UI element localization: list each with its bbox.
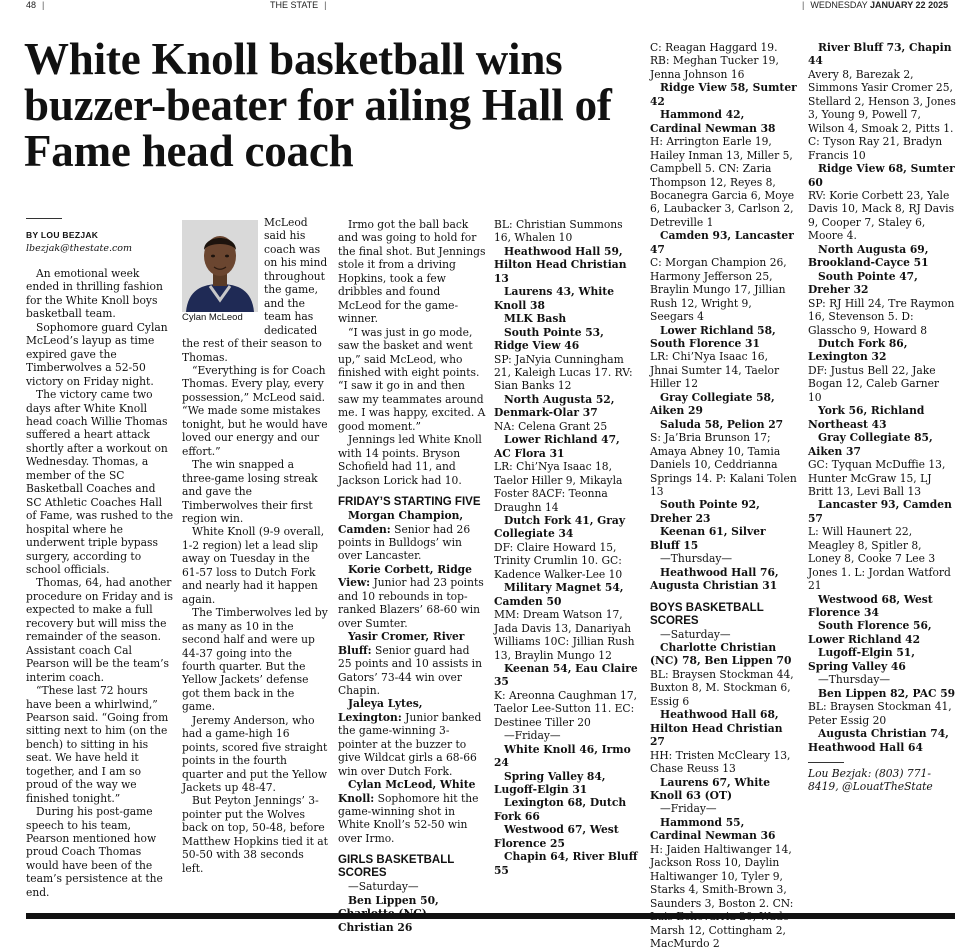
- game-result: Gray Collegiate 85, Aiken 37: [808, 431, 933, 458]
- story-paragraph: “I was just in go mode, saw the basket and went up,” said McLeod, who finished with eight points. “I saw it go in and then saw my teammates around me. I was happy, excited. A good moment.”: [338, 325, 486, 433]
- folio-left: [26, 0, 50, 10]
- scorer-line: BL: Braysen Stockman 41, Peter Essig 20: [808, 700, 952, 727]
- scorer-line: H: Arrington Earle 19, Hailey Inman 13, Miller 5, Campbell 5. CN: Zaria Thompson 12, Reyes 8, Bocanegra Garcia 6, Moye 6, Laubacker 3, Carlson 2, Detreville 1: [650, 135, 795, 229]
- story-paragraph: The victory came two days after White Knoll head coach Willie Thomas suffered a heart attack shortly after a workout on Wednesday. Thomas, a member of the SC Basketball Coaches and SC Athletic Coaches Hall of Fame, was rushed to the hospital where he underwent triple bypass surgery, according to school officials.: [26, 388, 174, 576]
- game-result: Westwood 67, West Florence 25: [494, 823, 619, 850]
- game-result: Dutch Fork 86, Lexington 32: [808, 336, 908, 364]
- scorer-line: K: Areonna Caughman 17, Taelor Lee-Sutton 11. EC: Destinee Tiller 20: [494, 688, 638, 729]
- player-note: Junior had 23 points and 10 rebounds in top-ranked Blazers’ 68-60 win over Sumter.: [338, 576, 484, 630]
- scorer-line: DF: Claire Howard 15, Trinity Crumlin 10. GC: Kadence Walker-Lee 10: [494, 540, 623, 581]
- story-paragraph: McLeod said his coach was on his mind throughout the game, and the team has dedicated the rest of their season to Thomas.: [182, 216, 328, 364]
- scorer-line: RV: Korie Corbett 23, Yale Davis 10, Mack 8, RJ Davis 9, Cooper 7, Staley 6, Moore 4.: [808, 188, 955, 243]
- story-column-3: [338, 218, 486, 934]
- byline: BY LOU BEZJAK: [26, 230, 99, 240]
- starting-five-entry: [338, 697, 486, 778]
- scorer-line: SP: JaNyia Cunningham 21, Kaleigh Lucas 17. RV: Sian Banks 12: [494, 352, 633, 393]
- folio-center: [270, 0, 333, 10]
- game-result: Keenan 54, Eau Claire 35: [494, 661, 638, 689]
- scores-column-5: [650, 41, 798, 950]
- game-result: Heathwood Hall 59, Hilton Head Christian 13: [494, 244, 627, 285]
- story-paragraph: Thomas, 64, had another procedure on Friday and is expected to make a full recovery but will miss the remainder of the season. Assistant coach Cal Pearson will be the team’s interim coach.: [26, 576, 173, 684]
- date-rest: JANUARY 22 2025: [870, 0, 949, 10]
- player-name: Jaleya Lytes, Lexington:: [338, 697, 423, 724]
- tagline-rule: [808, 762, 844, 763]
- story-paragraph: Jeremy Anderson, who had a game-high 16 points, scored five straight points in the fourth quarter and put the Yellow Jackets up 48-47.: [182, 713, 328, 795]
- scorer-line: BL: Christian Summons 16, Whalen 10: [494, 218, 623, 245]
- scorer-line: C: Morgan Champion 26, Harmony Jefferson 25, Braylin Mungo 17, Jillian Rush 12, Wright 9, Seegars 4: [650, 256, 787, 324]
- player-photo: [182, 220, 258, 312]
- game-result: Ben Lippen 50, Christian 26: [338, 893, 439, 934]
- scorer-line: GC: Tyquan McDuffie 13, Hunter McGraw 15, LJ Britt 13, Levi Ball 13: [808, 458, 946, 498]
- boys-scores-heading: BOYS BASKETBALL SCORES: [650, 601, 764, 627]
- day-label: —Saturday—: [348, 880, 419, 894]
- player-name: Yasir Cromer, River Bluff:: [338, 630, 465, 657]
- game-result: Heathwood Hall 76, Augusta Christian 31: [650, 565, 779, 593]
- game-result: Ridge View 68, Sumter 60: [808, 162, 955, 189]
- byline-rule: [26, 218, 62, 219]
- story-paragraph: Sophomore guard Cylan McLeod’s layup as time expired gave the Timberwolves a 52-50 victory on Friday night.: [26, 320, 168, 388]
- player-note: Senior guard had 25 points and 10 assists in Gators’ 73-44 win over Chapin.: [338, 643, 482, 697]
- game-result: South Pointe 47, Dreher 32: [808, 269, 918, 297]
- story-column-1: [26, 267, 174, 899]
- folio-divider: |: [802, 0, 805, 10]
- story-paragraph: “These last 72 hours have been a whirlwind,” Pearson said. “Going from sitting next to him (on the bench) to sitting in his seat. We have held it together, and I am so proud of the way we finished tonight.”: [26, 684, 169, 805]
- story-paragraph: The win snapped a three-game losing streak and gave the Timberwolves their first region win.: [182, 458, 318, 525]
- girls-scores-heading: GIRLS BASKETBALL SCORES: [338, 854, 455, 880]
- scorer-line: LR: Chi’Nya Isaac 16, Jhnai Sumter 14, Taelor Hiller 12: [650, 350, 780, 391]
- game-result: South Florence 56, Lower Richland 42: [808, 619, 932, 646]
- player-headshot-image: [182, 220, 258, 312]
- game-result: Laurens 67, White Knoll 63 (OT): [650, 775, 771, 803]
- scorer-line: MM: Dream Watson 17, Jada Davis 13, Danariyah Williams 10C: Jillian Rush 13, Braylin Mungo 12: [494, 608, 635, 662]
- game-result: York 56, Richland Northeast 43: [808, 404, 925, 431]
- page-number: 48: [26, 0, 37, 10]
- day-label: —Friday—: [504, 729, 561, 743]
- scorer-line: L: Will Haunert 22, Meagley 8, Spitler 8, Loney 8, Cooke 7 Lee 3 Jones 1. L: Jordan Watford 21: [808, 525, 951, 593]
- game-result: Charlotte Christian (NC) 78, Ben Lippen 70: [650, 641, 792, 668]
- game-result: Augusta Christian 74, Heathwood Hall 64: [808, 727, 949, 754]
- player-name: Morgan Champion, Camden:: [338, 509, 464, 536]
- scorer-line: SP: RJ Hill 24, Tre Raymon 16, Stevenson 5. D: Glasscho 9, Howard 8: [808, 296, 955, 337]
- scorer-line: Avery 8, Barezak 2, Simmons Yasir Cromer 25, Stellard 2, Henson 3, Jones 3, Young 9, Powell 7, Wilson 4, Smoak 2, Pitts 1. C: Tyson Ray 21, Bradyn Francis 10: [808, 67, 956, 162]
- scores-column-4: [494, 218, 640, 877]
- game-result: Lancaster 93, Camden 57: [808, 498, 952, 525]
- headline: White Knoll basketball wins buzzer-beater for ailing Hall of Fame head coach: [24, 34, 612, 176]
- boys-scores-part-1: [650, 628, 798, 950]
- game-result: Laurens 43, White Knoll 38: [494, 285, 615, 312]
- scorer-line: S: Ja’Bria Brunson 17; Amaya Abney 10, Tamia Daniels 10, Ceddrianna Springs 14. P: Kalani Tolen 13: [650, 431, 797, 498]
- game-result: North Augusta 52, Denmark-Olar 37: [494, 392, 615, 420]
- scorer-line: C: Reagan Haggard 19. RB: Meghan Tucker 19, Jenna Johnson 16: [650, 41, 779, 81]
- player-name: Cylan McLeod, White Knoll:: [338, 778, 476, 805]
- boys-scores-part-2: [808, 41, 956, 754]
- date-weekday: WEDNESDAY: [810, 0, 868, 10]
- game-result: Westwood 68, West Florence 34: [808, 592, 933, 620]
- game-result: North Augusta 69, Brookland-Cayce 51: [808, 242, 929, 270]
- scorer-line: LR: Chi’Nya Isaac 18, Taelor Hiller 9, Mikayla Foster 8ACF: Teonna Draughn 14: [494, 460, 623, 514]
- story-paragraph: Jennings led White Knoll with 14 points. Bryson Schofield had 11, and Jackson Lorick had 10.: [338, 433, 482, 487]
- girls-scores-part-3: [650, 41, 798, 593]
- byline-email[interactable]: lbezjak@thestate.com: [26, 243, 133, 254]
- story-paragraph: The Timberwolves led by as many as 10 in the second half and were up 44-37 going into the fourth quarter. But the Yellow Jackets’ defense got them back in the game.: [182, 606, 328, 714]
- game-result: Lexington 68, Dutch Fork 66: [494, 796, 627, 823]
- scorer-line: DF: Justus Bell 22, Jake Bogan 12, Caleb Garner 10: [808, 363, 940, 404]
- scorer-line: NA: Celena Grant 25: [494, 419, 608, 433]
- game-result: Spring Valley 84, Lugoff-Elgin 31: [494, 769, 606, 797]
- day-label: —Thursday—: [818, 673, 891, 687]
- game-result: Lugoff-Elgin 51, Spring Valley 46: [808, 646, 915, 673]
- story-paragraph: But Peyton Jennings’ 3-pointer put the Wolves back on top, 50-48, before Matthew Hopkins tied it at 50-50 with 38 seconds left.: [182, 794, 328, 875]
- folio-divider: |: [42, 0, 45, 10]
- game-result: Lower Richland 58, South Florence 31: [650, 323, 776, 350]
- game-result: Hammond 42, Cardinal Newman 38: [650, 108, 776, 135]
- game-result: Keenan 61, Silver Bluff 15: [650, 525, 766, 552]
- game-result: Gray Collegiate 58, Aiken 29: [650, 390, 775, 418]
- story-column-2: [182, 218, 328, 875]
- game-result: South Pointe 92, Dreher 23: [650, 498, 760, 525]
- story-paragraph: “Everything is for Coach Thomas. Every play, every possession,” McLeod said. “We made some mistakes tonight, but he would have loved our energy and our effort.”: [182, 363, 328, 458]
- story-paragraph: During his post-game speech to his team, Pearson mentioned how proud Coach Thomas would have been of the team’s persistence at the end.: [26, 805, 163, 899]
- player-note: Sophomore hit the game-winning shot in White Knoll’s 52-50 win over Irmo.: [338, 791, 479, 845]
- game-result: River Bluff 73, Chapin 44: [808, 41, 952, 68]
- story-paragraph: An emotional week ended in thrilling fashion for the White Knoll boys basketball team.: [26, 267, 163, 321]
- author-tagline-wrap: [808, 762, 956, 794]
- game-result: Lower Richland 47, AC Flora 31: [494, 433, 620, 460]
- folio-right: [796, 0, 948, 10]
- girls-scores-part-2: [494, 218, 640, 877]
- starting-five-entry: [338, 563, 486, 630]
- author-tagline: Lou Bezjak: (803) 771-8419, @LouatTheState: [808, 767, 933, 794]
- game-result: Ben Lippen 82, PAC 59: [818, 686, 956, 700]
- game-result: Ridge View 58, Sumter 42: [650, 81, 797, 108]
- girls-scores-part-1: [338, 880, 486, 934]
- scores-column-6: [808, 41, 956, 794]
- story-paragraph: Irmo got the ball back and was going to hold for the final shot. But Jennings stole it from a driving Hopkins, took a few dribbles and found McLeod for the game-winner.: [338, 218, 486, 326]
- game-result: MLK Bash: [504, 312, 567, 326]
- starting-five-entry: [338, 509, 486, 563]
- scorer-line: H: Jaiden Haltiwanger 14, Jackson Ross 10, Daylin Haltiwanger 10, Tyler 9, Starks 4, Smith-Brown 3, Saunders 3, Boston 2. CN: Marsh 12, Cottingham 2, MacMurdo 2: [650, 842, 794, 950]
- game-result: Dutch Fork 41, Gray Collegiate 34: [494, 513, 626, 541]
- player-note: Junior banked the game-winning 3-pointer at the buzzer to give Wildcat girls a 68-66 win over Dutch Fork.: [338, 710, 482, 778]
- game-result: Heathwood Hall 68, Hilton Head Christian 27: [650, 708, 783, 749]
- paper-name: THE STATE: [270, 0, 319, 10]
- day-label: —Friday—: [660, 802, 717, 816]
- scorer-line: BL: Braysen Stockman 44, Buxton 8, M. Stockman 6, Essig 6: [650, 667, 794, 708]
- game-result: South Pointe 53, Ridge View 46: [494, 325, 604, 353]
- game-result: Military Magnet 54, Camden 50: [494, 581, 624, 608]
- starting-five-entry: [338, 778, 486, 845]
- photo-caption: Cylan McLeod: [182, 312, 243, 323]
- starting-five-heading: FRIDAY’S STARTING FIVE: [338, 496, 481, 509]
- game-result: Saluda 58, Pelion 27: [660, 417, 784, 431]
- game-result: Hammond 55, Cardinal Newman 36: [650, 815, 776, 843]
- player-note: Senior had 26 points in Bulldogs’ win over Lancaster.: [338, 522, 471, 563]
- day-label: —Saturday—: [660, 627, 731, 641]
- day-label: —Thursday—: [660, 552, 733, 566]
- scorer-line: HH: Tristen McCleary 13, Chase Reuss 13: [650, 748, 791, 776]
- player-name: Korie Corbett, Ridge View:: [338, 562, 472, 590]
- game-result: Camden 93, Lancaster 47: [650, 229, 794, 256]
- game-result: Chapin 64, River Bluff 55: [494, 850, 638, 877]
- bottom-rule: [26, 913, 955, 919]
- story-paragraph: White Knoll (9-9 overall, 1-2 region) let a lead slip away on Tuesday in the 61-57 loss to Dutch Fork and nearly had it happen again.: [182, 525, 325, 606]
- starting-five-entry: [338, 630, 486, 697]
- game-result: White Knoll 46, Irmo 24: [494, 742, 631, 770]
- folio-divider: |: [324, 0, 327, 10]
